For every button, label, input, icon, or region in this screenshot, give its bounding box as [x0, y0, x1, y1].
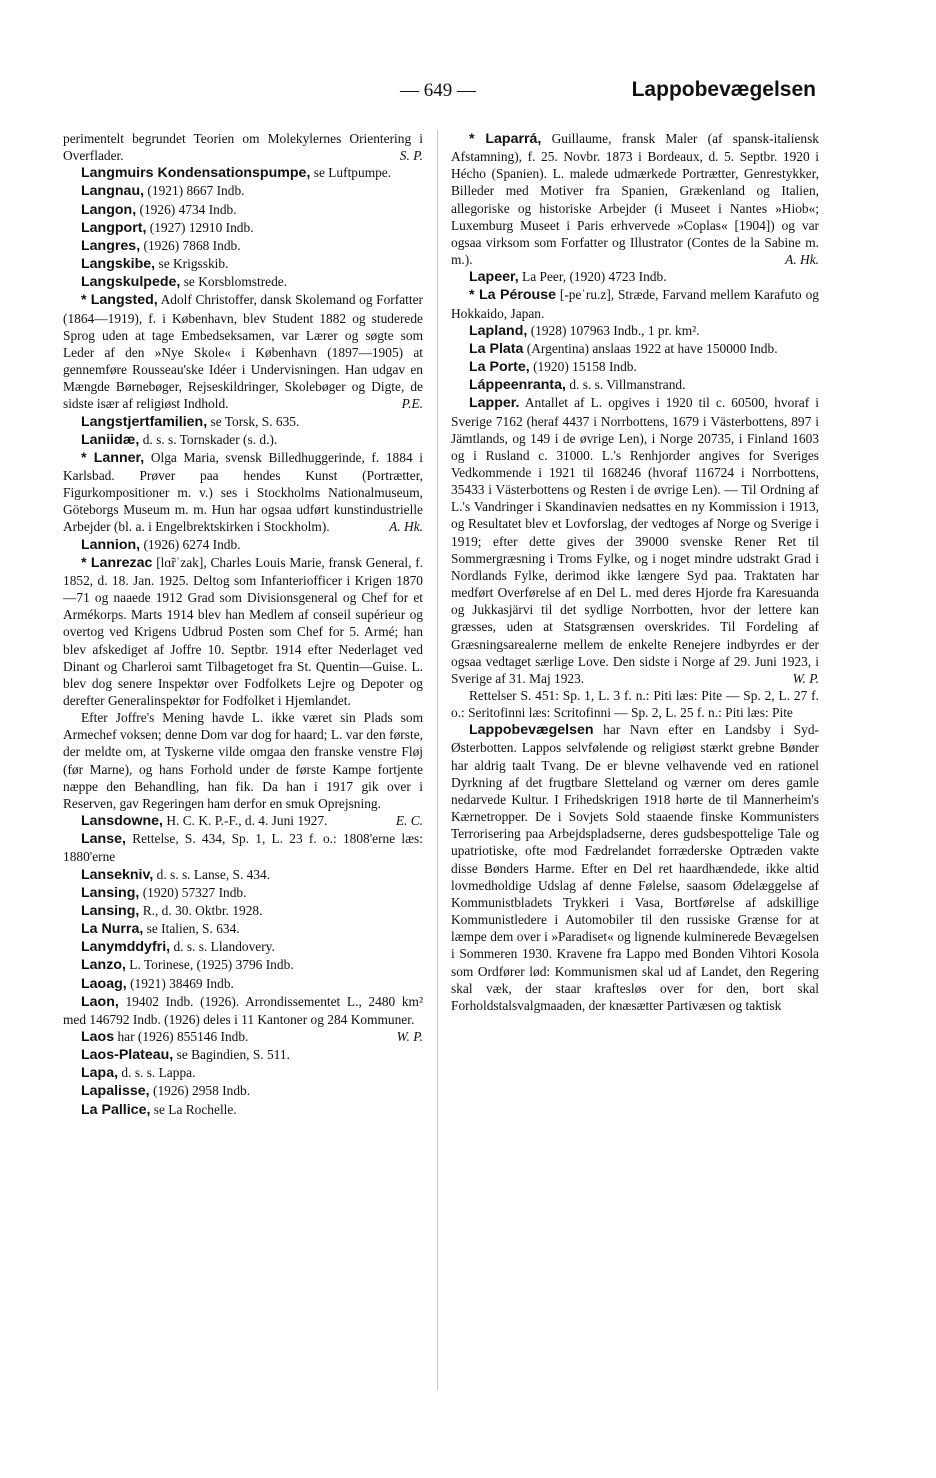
dictionary-entry	[63, 1101, 423, 1119]
entry-headword: Laon,	[81, 993, 119, 1010]
entry-text: d. s. s. Lappa.	[121, 1065, 196, 1081]
entry-headword: Langmuirs Kondensationspumpe,	[81, 165, 311, 182]
entry-text: La Peer, (1920) 4723 Indb.	[522, 269, 667, 285]
dictionary-entry	[63, 920, 423, 938]
entry-headword: La Pallice,	[81, 1101, 151, 1118]
entry-headword: Lanse,	[81, 831, 126, 848]
left-column	[63, 130, 423, 1119]
dictionary-entry	[451, 322, 819, 340]
entry-headword: Laniidæ,	[81, 431, 140, 448]
entry-headword: Lannion,	[81, 536, 141, 553]
author-signature: A. Hk.	[389, 519, 423, 535]
dictionary-entry	[63, 130, 423, 164]
dictionary-entry	[63, 1082, 423, 1100]
entry-headword: Lapa,	[81, 1065, 119, 1082]
author-signature: W. P.	[396, 1028, 423, 1044]
entry-text: [lɑ̃rˈzak], Charles Louis Marie, fransk General, f. 1852, d. 18. Jan. 1925. Deltog som Infanteriofficer i Krigen 1870—71 og naaede 1912 Grad som Divisionsgeneral og Chef for et Armékorps. Marts 1914 blev han Medlem af conseil supérieur og overtog ved Krigens Udbrud Posten som Chef for 5. Armé; han blev afskediget af Joffre 10. Septbr. 1914 efter Nederlaget ved Dinant og Charleroi samt Tilbagetoget fra St. Quentin—Guise. L. blev dog senere Inspektør over Fodfolkets Lejre og Depoter og derefter Generalinspektør for Fodfolket i Hjemlandet.	[63, 554, 424, 708]
entry-text: 19402 Indb. (1926). Arrondissementet L., 2480 km² med 146792 Indb. (1926) deles i 11 Kantoner og 284 Kommuner.	[63, 993, 423, 1027]
entry-text: Guillaume, fransk Maler (af spansk-italiensk Afstamning), f. 25. Novbr. 1873 i Bordeaux, d. 5. Septbr. 1920 i Hécho (Spanien). L. malede udmærkede Portrætter, Genrestykker, Billeder med Motiver fra Spanien, Grækenland og Italien, allegoriske og historiske Arbejder (i Museet i Nantes »Hiob«; Luxemburg Museet i Paris erhvervede »Coplas« [1904]) og var ogsaa virksom som Forfatter og Illustrator (Contes de la Sabine m. m.).	[451, 131, 819, 268]
entry-text: H. C. K. P.-F., d. 4. Juni 1927.	[166, 813, 328, 829]
dictionary-entry	[451, 394, 819, 687]
entry-text: Rettelser S. 451: Sp. 1, L. 3 f. n.: Piti læs: Pite — Sp. 2, L. 27 f. o.: Seritofinni læs: Scritofinni — Sp. 2, L. 25 f. n.: Piti læs: Pite	[451, 688, 819, 721]
entry-text: (1921) 38469 Indb.	[130, 975, 234, 991]
dictionary-entry	[63, 956, 423, 974]
author-signature: P.E.	[401, 396, 423, 412]
entry-text: se Torsk, S. 635.	[210, 413, 300, 429]
dictionary-entry	[451, 687, 819, 721]
entry-text: d. s. s. Tornskader (s. d.).	[142, 431, 278, 447]
dictionary-entry	[63, 449, 423, 536]
dictionary-entry	[63, 237, 423, 255]
entry-text: (1920) 15158 Indb.	[533, 359, 637, 375]
entry-headword: Lansdowne,	[81, 813, 163, 830]
dictionary-entry	[63, 1046, 423, 1064]
dictionary-entry	[63, 536, 423, 554]
dictionary-entry	[63, 1064, 423, 1082]
dictionary-entry	[63, 255, 423, 273]
entry-text: (1926) 7868 Indb.	[143, 237, 241, 253]
entry-text: se Bagindien, S. 511.	[176, 1047, 290, 1063]
entry-text: Efter Joffre's Mening havde L. ikke været sin Plads som Armechef voksen; denne Dom var dog for haard; L. var den første, der meldte om, at Tyskerne vilde omgaa den franske venstre Fløj (før Marne), og hans Forhold under de første Kampe fortjente næppe den Behandling, han fik. Da han i 1917 gik over i Reserven, gav Regeringen ham derfor en smuk Oprejsning.	[63, 710, 423, 811]
entry-headword: Lanymddyfri,	[81, 939, 171, 956]
entry-text: (Argentina) anslaas 1922 at have 150000 Indb.	[526, 340, 778, 356]
entry-text: se Luftpumpe.	[313, 165, 392, 181]
dictionary-entry	[63, 1028, 423, 1046]
entry-text: (1926) 2958 Indb.	[152, 1083, 251, 1099]
dictionary-entry	[63, 975, 423, 993]
dictionary-entry	[63, 413, 423, 431]
page-header	[0, 74, 936, 114]
entry-headword: Lapalisse,	[81, 1083, 150, 1100]
entry-text: (1926) 6274 Indb.	[143, 536, 241, 552]
entry-text: (1927) 12910 Indb.	[149, 219, 254, 235]
entry-text: d. s. s. Lanse, S. 434.	[156, 866, 271, 882]
entry-headword: Lapeer,	[469, 269, 519, 286]
entry-headword: La Plata	[469, 340, 524, 357]
entry-headword: Laoag,	[81, 975, 127, 992]
entry-headword: Lanzo,	[81, 957, 126, 974]
entry-text: R., d. 30. Oktbr. 1928.	[142, 902, 263, 918]
entry-headword: * Laparrá,	[469, 131, 542, 147]
entry-text: Rettelse, S. 434, Sp. 1, L. 23 f. o.: 1808'erne læs: 1880'erne	[63, 831, 423, 865]
author-signature: A. Hk.	[785, 252, 819, 268]
right-column	[451, 130, 819, 1014]
entry-headword: * Lanner,	[81, 449, 145, 466]
dictionary-entry	[63, 938, 423, 956]
entry-headword: Langport,	[81, 219, 147, 236]
entry-headword: Láppeenranta,	[469, 377, 566, 394]
dictionary-entry	[451, 358, 819, 376]
entry-headword: * Langsted,	[81, 292, 158, 309]
author-signature: E. C.	[395, 813, 423, 829]
entry-headword: Lansekniv,	[81, 866, 154, 883]
dictionary-entry	[63, 866, 423, 884]
entry-text: se Italien, S. 634.	[146, 921, 240, 937]
entry-text: [-peˈru.z], Stræde, Farvand mellem Karafuto og Hokkaido, Japan.	[451, 287, 819, 321]
entry-text: L. Torinese, (1925) 3796 Indb.	[129, 957, 294, 973]
entry-text: (1920) 57327 Indb.	[142, 884, 247, 900]
entry-headword: La Porte,	[469, 359, 530, 376]
entry-text: Olga Maria, svensk Billedhuggerinde, f. 1884 i Karlsbad. Prøver paa hendes Kunst (Portrætter, Figurkompositioner m. v.) ses i Stockholms Nationalmuseum, Göteborgs Museum m. m. Hun har ogsaa udført kunstindustrielle Arbejder (bl. a. i Engelbrektskirken i Stockholm).	[63, 449, 423, 535]
dictionary-entry	[451, 286, 819, 321]
dictionary-entry	[63, 219, 423, 237]
entry-text: Antallet af L. opgives i 1920 til c. 60500, hvoraf i Sverige 7162 (heraf 4437 i Norrbottens, 1679 i Västerbottens, 897 i Jämtlands, og 149 i de øvrige Len), i Norge 20735, i Finland 1603 og i Rusland c. 31000. L.'s Renhjorder angives for Sveriges Vedkommende i 1921 til 168246 (hvoraf 116724 i Norrbottens, 35433 i Västerbottens og Resten i de øvrige Len). — Til Ordning af L.'s Vandringer i Skandinavien nedsattes en ny Kommission i 1913, og Resultatet blev et Lovforslag, der vedtoges af Norge og Sverige i 1919; efter dette gives der 39000 svenske Rener Ret til Sommergræsning i Troms Fylke, og i noget mindre udstrakt Grad i Nordlands Fylke, derimod ikke længere Syd paa. Traktaten har medført Overførelse af en Del L. med deres Hjorde fra Karesuanda og Jukkasjärvi til det sydlige Norrbotten, hvor der lettere kan græsses, uden at Statsgrænsen overskrides. Til Fordeling af Græsningsarealerne mellem de enkelte Renejere indbyrdes er der ogsaa vedtaget særlige Love. Den sidste i Norge af 29. Juni 1923, i Sverige af 31. Maj 1923.	[451, 395, 820, 686]
entry-headword: La Nurra,	[81, 921, 144, 938]
entry-headword: Lappobevægelsen	[469, 722, 594, 739]
column-divider	[437, 130, 438, 1390]
entry-headword: Lapland,	[469, 322, 528, 339]
running-head: Lappobevægelsen	[631, 78, 816, 101]
entry-text: har Navn efter en Landsby i Syd-Østerbotten. Lappos selvfølende og religiøst stærkt grebne Bønder har aldrig taalt Tvang. De er blevne velhavende ved en rationel Dyrkning af det frugtbare Sletteland og værner om deres gamle nedarvede Kultur. I Frihedskrigen 1918 hørte de til Mannerheim's Kærnetropper. De i Sovjets Sold staaende finske Kommunisters Terrorisering paa Arbejdspladserne, deres gudsbespottelige Tale og upatriotiske, ofte mod Fædrelandet forræderske Optræden vakte disse Bønders Harme. Efter en Del ret haardhændede, ikke altid lovmedholdige Udslag af denne Følelse, saasom Ødelæggelse af Kommunistbladets Trykkeri i Vasa, Bortførelse af adskillige Kommunistledere i Automobiler til den russiske Grænse for at læmpe dem over i »Paradiset« og lignende kulminerede Bevægelsen i Sommeren 1930. Kravene fra Lappo med Bonden Vihtori Kosola som Ordfører lød: Kommunismen skal ud af Landet, den Regering skal væk, der staar kraftesløs over for den, bort skal Forholdstalsvalgmaaden, der knæsætter Partivæsen og taktisk	[451, 722, 819, 1013]
entry-text: se Korsblomstrede.	[183, 274, 288, 290]
dictionary-entry	[63, 273, 423, 291]
entry-headword: Lapper.	[469, 395, 520, 412]
dictionary-entry	[63, 201, 423, 219]
dictionary-entry	[63, 830, 423, 865]
entry-text: se La Rochelle.	[153, 1101, 237, 1117]
entry-text: har (1926) 855146 Indb.	[117, 1028, 249, 1044]
entry-text: (1928) 107963 Indb., 1 pr. km².	[530, 322, 700, 338]
entry-headword: Langstjertfamilien,	[81, 413, 208, 430]
entry-headword: * Lanrezac	[81, 554, 153, 571]
entry-headword: Langon,	[81, 201, 137, 218]
entry-text: Adolf Christoffer, dansk Skolemand og Forfatter (1864—1919), f. i København, blev Student 1882 og studerede Sprog uden at tage Embedseksamen, var Lærer og søgte som Leder af den »Nye Skole« i København (1897—1905) at gennemføre Rousseau'ske Idéer i Undervisningen. Han udgav en Mængde Børnebøger, Rejseskildringer, Skolebøger og Digte, de sidste især af religiøst Indhold.	[63, 292, 423, 412]
dictionary-entry	[451, 721, 819, 1014]
dictionary-entry	[63, 182, 423, 200]
dictionary-entry	[451, 268, 819, 286]
author-signature: S. P.	[399, 148, 423, 164]
entry-headword: Laos	[81, 1028, 115, 1045]
entry-headword: Langres,	[81, 237, 141, 254]
entry-text: d. s. s. Villmanstrand.	[569, 377, 686, 393]
entry-text: perimentelt begrundet Teorien om Molekylernes Orientering i Overflader.	[63, 131, 423, 164]
dictionary-entry	[63, 431, 423, 449]
dictionary-entry	[451, 376, 819, 394]
dictionary-entry	[451, 340, 819, 358]
page-number: — 649 —	[400, 80, 476, 101]
dictionary-entry	[63, 291, 423, 412]
dictionary-entry	[63, 902, 423, 920]
entry-headword: Lansing,	[81, 884, 140, 901]
entry-headword: * La Pérouse	[469, 287, 556, 304]
dictionary-entry	[63, 812, 423, 830]
entry-headword: Lansing,	[81, 902, 140, 919]
entry-text: (1921) 8667 Indb.	[147, 183, 245, 199]
dictionary-entry	[63, 164, 423, 182]
dictionary-entry	[451, 130, 819, 268]
dictionary-entry	[63, 554, 423, 709]
entry-headword: Laos-Plateau,	[81, 1047, 174, 1064]
author-signature: W. P.	[792, 670, 819, 686]
entry-text: se Krigsskib.	[158, 256, 229, 272]
entry-headword: Langskibe,	[81, 256, 156, 273]
entry-headword: Langnau,	[81, 183, 145, 200]
dictionary-entry	[63, 884, 423, 902]
entry-headword: Langskulpede,	[81, 274, 181, 291]
entry-text: d. s. s. Llandovery.	[173, 939, 275, 955]
entry-text: (1926) 4734 Indb.	[139, 201, 237, 217]
